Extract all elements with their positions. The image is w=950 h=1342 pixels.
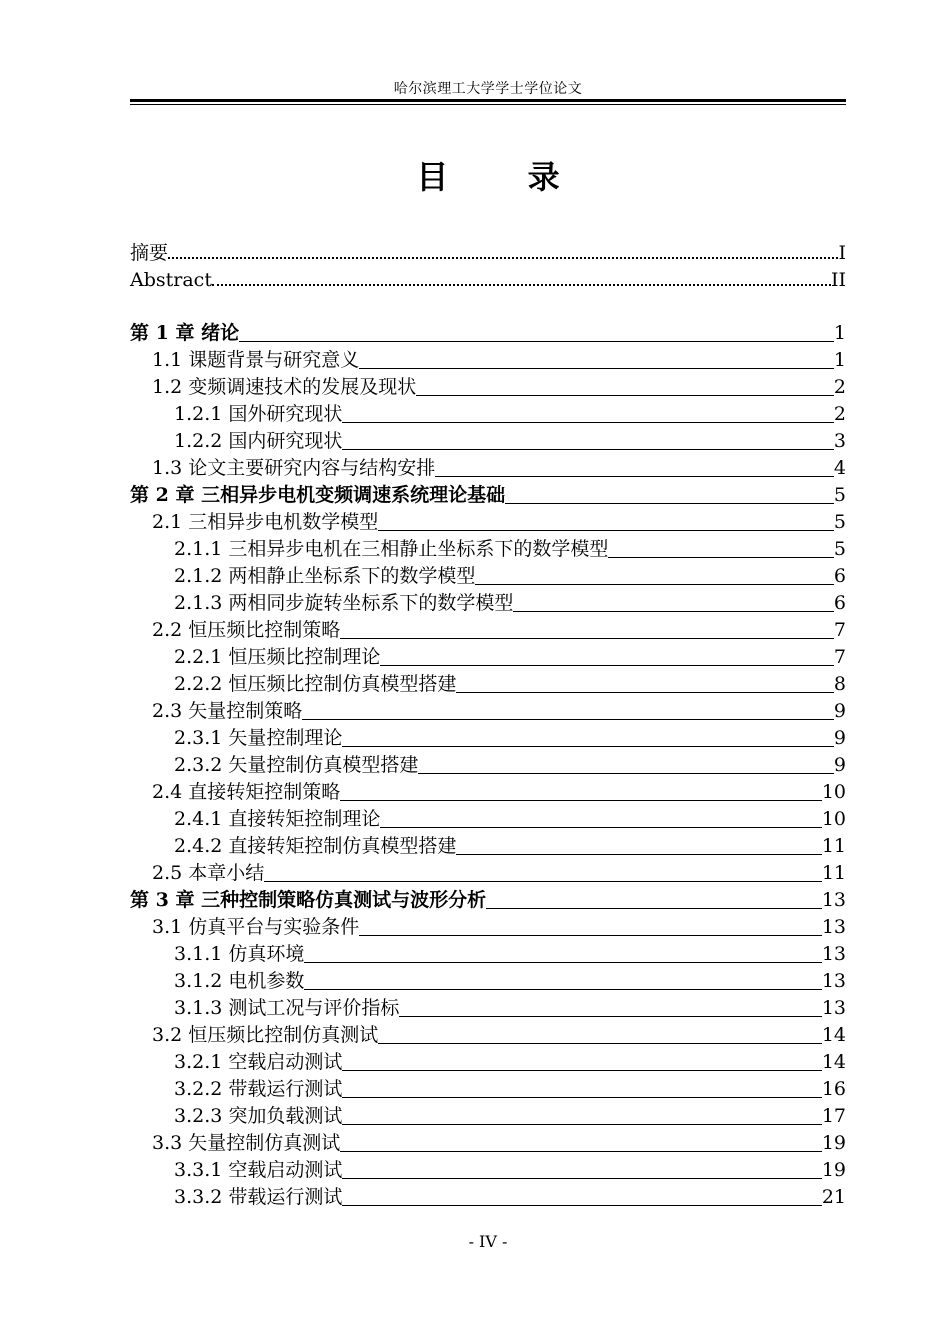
- toc-entry-label: 2.4.1 直接转矩控制理论: [174, 808, 381, 830]
- toc-leader: [359, 368, 834, 369]
- toc-leader: [212, 284, 831, 286]
- toc-entry-page: 10: [821, 808, 846, 830]
- toc-entry[interactable]: [130, 752, 846, 779]
- toc-entry-label: 2.1.2 两相静止坐标系下的数学模型: [174, 565, 476, 587]
- toc-entry-page: 9: [833, 727, 846, 749]
- toc-leader: [359, 935, 822, 936]
- toc-entry-page: 7: [833, 646, 846, 668]
- toc-entry-label: 3.2.1 空载启动测试: [174, 1051, 343, 1073]
- toc-entry-page: 9: [833, 754, 846, 776]
- toc-entry-label: 3.1.1 仿真环境: [174, 943, 305, 965]
- toc-entry-label: 2.5 本章小结: [152, 862, 265, 884]
- toc-entry-page: 13: [821, 970, 846, 992]
- toc-entry-page: 7: [833, 619, 846, 641]
- toc-entry-page: 14: [821, 1051, 846, 1073]
- toc-entry-label: Abstract: [130, 269, 212, 291]
- toc-leader: [456, 854, 821, 855]
- toc-entry-page: 11: [821, 862, 846, 884]
- toc-leader: [380, 665, 834, 666]
- toc-leader: [399, 1016, 821, 1017]
- toc-entry-page: 14: [821, 1024, 846, 1046]
- toc-leader: [475, 584, 834, 585]
- toc-entry-page: 19: [821, 1159, 846, 1181]
- toc-entry[interactable]: [130, 1076, 846, 1103]
- header-rule-thin: [130, 104, 846, 105]
- toc-entry-label: 1.2.1 国外研究现状: [174, 403, 343, 425]
- header-rule-thick: [130, 99, 846, 102]
- toc-entry-page: I: [838, 242, 846, 264]
- toc-entry-page: 9: [833, 700, 846, 722]
- toc-entry-label: 第 2 章 三相异步电机变频调速系统理论基础: [130, 484, 506, 506]
- toc-entry[interactable]: [130, 887, 846, 914]
- toc-entry-page: 11: [821, 835, 846, 857]
- toc-leader: [342, 1097, 821, 1098]
- toc-entry-page: 8: [833, 673, 846, 695]
- toc-entry-page: 6: [833, 592, 846, 614]
- toc-entry-label: 2.2.2 恒压频比控制仿真模型搭建: [174, 673, 457, 695]
- toc-leader: [342, 1205, 821, 1206]
- toc-leader: [342, 1070, 821, 1071]
- toc-entry[interactable]: [130, 590, 846, 617]
- toc-entry-label: 3.3 矢量控制仿真测试: [152, 1132, 341, 1154]
- toc-entry-page: 6: [833, 565, 846, 587]
- toc-entry[interactable]: [130, 482, 846, 509]
- toc-entry[interactable]: [130, 455, 846, 482]
- toc-entry[interactable]: [130, 725, 846, 752]
- toc-entry-label: 2.4 直接转矩控制策略: [152, 781, 341, 803]
- toc-entry[interactable]: [130, 806, 846, 833]
- toc-entry-page: 13: [821, 943, 846, 965]
- toc-entry[interactable]: [130, 401, 846, 428]
- toc-leader: [342, 449, 834, 450]
- page-number: - IV -: [468, 1232, 508, 1251]
- toc-entry[interactable]: [130, 1184, 846, 1211]
- toc-entry-label: 2.3.1 矢量控制理论: [174, 727, 343, 749]
- toc-entry-page: II: [830, 269, 846, 291]
- toc-entry[interactable]: [130, 698, 846, 725]
- toc-entry[interactable]: [130, 347, 846, 374]
- toc-entry-label: 3.1.3 测试工况与评价指标: [174, 997, 400, 1019]
- toc-entry[interactable]: [130, 671, 846, 698]
- toc-leader: [340, 638, 834, 639]
- running-header: 哈尔滨理工大学学士学位论文: [393, 81, 583, 97]
- toc-leader: [416, 395, 834, 396]
- toc-entry-page: 2: [833, 376, 846, 398]
- toc-entry-page: 4: [833, 457, 846, 479]
- toc-entry-label: 2.4.2 直接转矩控制仿真模型搭建: [174, 835, 457, 857]
- toc-entry-label: 2.3.2 矢量控制仿真模型搭建: [174, 754, 419, 776]
- toc-leader: [342, 746, 834, 747]
- toc-entry[interactable]: [130, 1022, 846, 1049]
- toc-entry-label: 3.1.2 电机参数: [174, 970, 305, 992]
- toc-entry[interactable]: [130, 428, 846, 455]
- toc-entry-label: 1.3 论文主要研究内容与结构安排: [152, 457, 436, 479]
- toc-leader: [505, 503, 834, 504]
- toc-entry[interactable]: [130, 536, 846, 563]
- toc-entry[interactable]: [130, 644, 846, 671]
- toc-leader: [168, 257, 838, 259]
- toc-entry[interactable]: [130, 320, 846, 347]
- toc-leader: [304, 989, 821, 990]
- table-of-contents: [130, 240, 846, 1211]
- toc-entry-label: 3.3.1 空载启动测试: [174, 1159, 343, 1181]
- toc-entry-page: 5: [833, 484, 846, 506]
- toc-entry[interactable]: [130, 779, 846, 806]
- toc-entry-page: 13: [821, 916, 846, 938]
- toc-leader: [342, 422, 834, 423]
- toc-entry-page: 19: [821, 1132, 846, 1154]
- toc-entry[interactable]: [130, 563, 846, 590]
- toc-leader: [513, 611, 834, 612]
- toc-leader: [342, 1178, 821, 1179]
- toc-entry-label: 2.1.3 两相同步旋转坐标系下的数学模型: [174, 592, 514, 614]
- toc-leader: [342, 1124, 821, 1125]
- toc-entry-label: 3.3.2 带载运行测试: [174, 1186, 343, 1208]
- toc-entry-label: 1.2.2 国内研究现状: [174, 430, 343, 452]
- toc-entry-label: 摘要: [130, 242, 169, 264]
- toc-leader: [456, 692, 834, 693]
- toc-leader: [304, 962, 821, 963]
- toc-entry[interactable]: [130, 1130, 846, 1157]
- toc-entry[interactable]: [130, 240, 846, 267]
- toc-entry-page: 5: [833, 511, 846, 533]
- toc-leader: [302, 719, 834, 720]
- toc-leader: [608, 557, 834, 558]
- toc-entry-label: 2.2.1 恒压频比控制理论: [174, 646, 381, 668]
- toc-leader: [378, 530, 834, 531]
- toc-entry-label: 3.1 仿真平台与实验条件: [152, 916, 360, 938]
- toc-entry-page: 10: [821, 781, 846, 803]
- toc-entry[interactable]: [130, 1103, 846, 1130]
- toc-entry-label: 3.2.3 突加负载测试: [174, 1105, 343, 1127]
- toc-entry[interactable]: [130, 968, 846, 995]
- toc-entry-page: 13: [821, 997, 846, 1019]
- toc-entry-label: 3.2 恒压频比控制仿真测试: [152, 1024, 379, 1046]
- toc-entry-page: 1: [833, 322, 846, 344]
- toc-entry-page: 17: [821, 1105, 846, 1127]
- toc-entry[interactable]: [130, 995, 846, 1022]
- toc-entry[interactable]: [130, 941, 846, 968]
- toc-title: 目 录: [416, 158, 594, 196]
- toc-entry[interactable]: [130, 860, 846, 887]
- toc-entry[interactable]: [130, 914, 846, 941]
- toc-entry-label: 2.3 矢量控制策略: [152, 700, 303, 722]
- toc-entry[interactable]: [130, 1049, 846, 1076]
- toc-entry[interactable]: [130, 617, 846, 644]
- toc-leader: [435, 476, 834, 477]
- toc-entry-page: 16: [821, 1078, 846, 1100]
- toc-entry-page: 2: [833, 403, 846, 425]
- toc-leader: [486, 908, 822, 909]
- toc-leader: [264, 881, 822, 882]
- toc-entry-label: 第 3 章 三种控制策略仿真测试与波形分析: [130, 889, 487, 911]
- toc-entry-page: 21: [821, 1186, 846, 1208]
- toc-entry-label: 第 1 章 绪论: [130, 322, 240, 344]
- toc-leader: [340, 1151, 822, 1152]
- toc-entry-label: 2.1.1 三相异步电机在三相静止坐标系下的数学模型: [174, 538, 609, 560]
- toc-leader: [418, 773, 834, 774]
- toc-entry[interactable]: [130, 833, 846, 860]
- toc-leader: [380, 827, 821, 828]
- toc-entry-page: 5: [833, 538, 846, 560]
- toc-entry-label: 2.2 恒压频比控制策略: [152, 619, 341, 641]
- toc-entry[interactable]: [130, 267, 846, 294]
- toc-leader: [378, 1043, 822, 1044]
- toc-entry-label: 1.2 变频调速技术的发展及现状: [152, 376, 417, 398]
- toc-entry-label: 1.1 课题背景与研究意义: [152, 349, 360, 371]
- toc-entry[interactable]: [130, 1157, 846, 1184]
- toc-entry-label: 3.2.2 带载运行测试: [174, 1078, 343, 1100]
- toc-entry-page: 1: [833, 349, 846, 371]
- toc-leader: [340, 800, 822, 801]
- toc-entry[interactable]: [130, 509, 846, 536]
- toc-entry[interactable]: [130, 374, 846, 401]
- toc-entry-page: 3: [833, 430, 846, 452]
- toc-leader: [239, 341, 834, 342]
- toc-entry-label: 2.1 三相异步电机数学模型: [152, 511, 379, 533]
- toc-entry-page: 13: [821, 889, 846, 911]
